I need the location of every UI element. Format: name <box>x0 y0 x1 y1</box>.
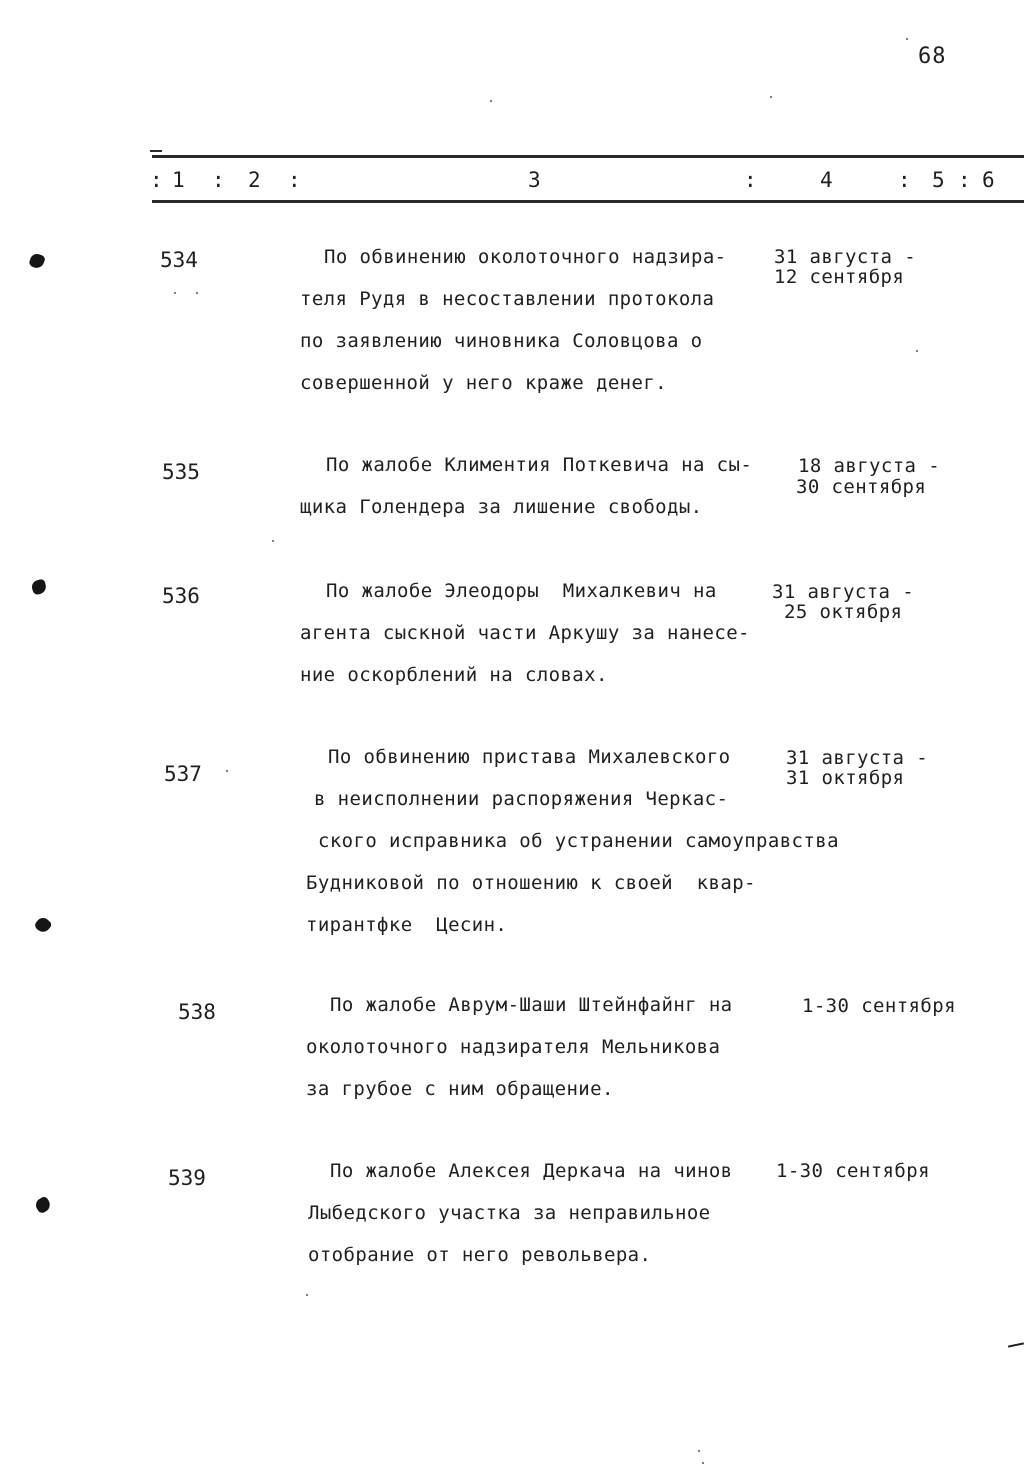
record-number: 537 <box>164 762 202 786</box>
record-date-to: 30 сентября <box>796 476 927 498</box>
scan-speck <box>916 350 918 352</box>
record-description-line: в неисполнении распоряжения Черкас- <box>314 788 729 810</box>
record-number: 534 <box>160 248 198 272</box>
record-description-line: По жалобе Аврум-Шаши Штейнфайнг на <box>330 994 733 1016</box>
record-number: 536 <box>162 584 200 608</box>
scan-speck <box>698 1450 700 1452</box>
record-description-line: Лыбедского участка за неправильное <box>308 1202 711 1224</box>
record-date-to: 25 октября <box>784 601 903 623</box>
header-col-6: 6 <box>982 168 995 192</box>
punch-mark <box>33 915 53 935</box>
record-description-line: По обвинению пристава Михалевского <box>328 746 731 768</box>
scan-speck <box>306 1294 308 1296</box>
record-description-line: ние оскорблений на словах. <box>300 664 608 686</box>
header-col-1: 1 <box>172 168 185 192</box>
record-description-line: за грубое с ним обращение. <box>306 1078 614 1100</box>
scan-speck <box>196 292 198 294</box>
record-description-line: по заявлению чиновника Соловцова о <box>300 330 703 352</box>
header-separator: : <box>898 168 911 192</box>
punch-mark <box>33 1195 52 1214</box>
record-description-line: По обвинению околоточного надзира- <box>324 246 727 268</box>
record-date-from: 31 августа - <box>786 747 929 769</box>
header-col-5: 5 <box>932 168 945 192</box>
record-description-line: тирантфке Цесин. <box>306 914 508 936</box>
record-number: 535 <box>162 460 200 484</box>
header-separator: : <box>958 168 971 192</box>
header-separator: : <box>212 168 225 192</box>
page-number: 68 <box>918 44 947 69</box>
header-rule-bottom <box>152 200 1024 203</box>
scan-speck <box>702 1462 704 1464</box>
record-number: 539 <box>168 1166 206 1190</box>
record-date-from: 31 августа - <box>774 246 917 268</box>
record-description-line: щика Голендера за лишение свободы. <box>300 496 703 518</box>
header-col-4: 4 <box>820 168 833 192</box>
header-col-3: 3 <box>528 168 541 192</box>
record-description-line: По жалобе Климентия Поткевича на сы- <box>326 454 753 476</box>
scan-speck <box>770 96 772 98</box>
record-description-line: агента сыскной части Аркушу за нанесе- <box>300 622 750 644</box>
header-separator: : <box>744 168 757 192</box>
punch-mark <box>28 252 46 270</box>
scan-speck <box>490 100 492 102</box>
header-rule-top <box>152 155 1024 158</box>
header-rule-top-tick <box>150 150 162 152</box>
record-description-line: По жалобе Элеодоры Михалкевич на <box>326 580 717 602</box>
scan-speck <box>226 770 228 772</box>
record-date-to: 31 октября <box>786 767 905 789</box>
scan-speck <box>272 540 274 542</box>
record-description-line: отобрание от него револьвера. <box>308 1244 652 1266</box>
record-date-from: 31 августа - <box>772 581 915 603</box>
record-description-line: ского исправника об устранении самоуправства <box>318 830 839 852</box>
header-col-2: 2 <box>248 168 261 192</box>
record-date-to: 12 сентября <box>774 266 905 288</box>
header-separator: : <box>288 168 301 192</box>
record-number: 538 <box>178 1000 216 1024</box>
scan-speck <box>174 292 176 294</box>
record-date-from: 1-30 сентября <box>802 995 956 1017</box>
scan-speck <box>906 38 908 40</box>
record-description-line: совершенной у него краже денег. <box>300 372 668 394</box>
record-description-line: Будниковой по отношению к своей квар- <box>306 872 756 894</box>
punch-mark <box>30 578 47 595</box>
header-separator: : <box>150 168 163 192</box>
record-date-from: 1-30 сентября <box>776 1160 930 1182</box>
record-description-line: околоточного надзирателя Мельникова <box>306 1036 721 1058</box>
record-description-line: По жалобе Алексея Деркача на чинов <box>330 1160 733 1182</box>
edge-mark <box>1008 1342 1024 1347</box>
record-description-line: теля Рудя в несоставлении протокола <box>300 288 715 310</box>
record-date-from: 18 августа - <box>798 455 941 477</box>
